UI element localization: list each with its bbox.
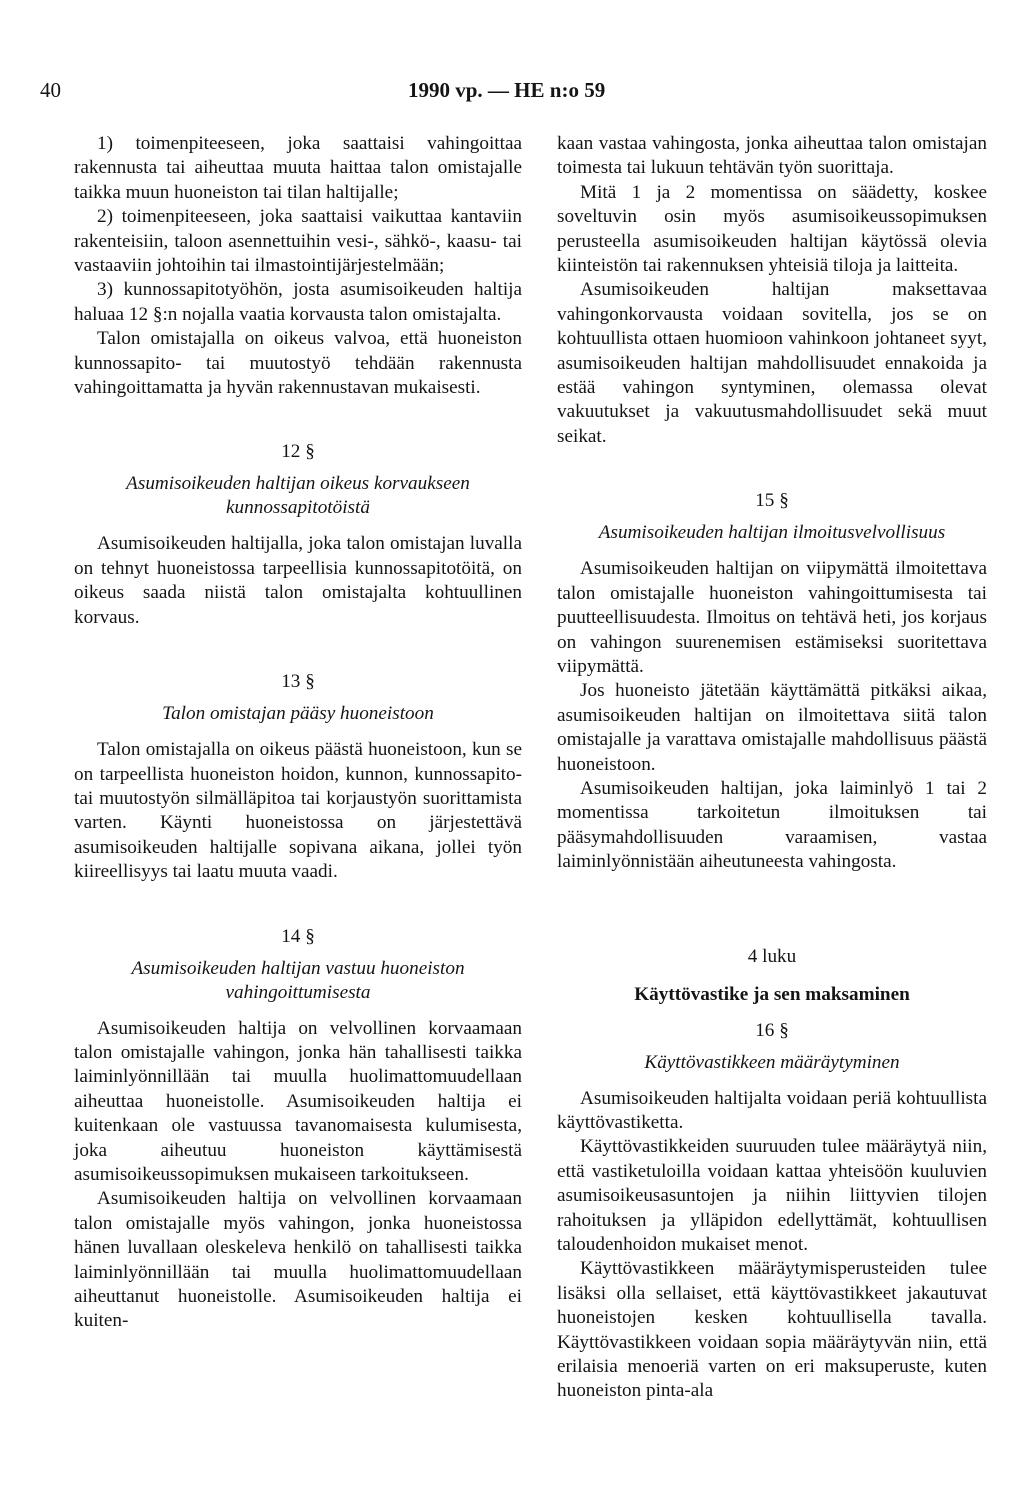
section-title-13: Talon omistajan pääsy huoneistoon: [162, 703, 434, 725]
paragraph: Asumisoikeuden haltijalla, joka talon omistajan luvalla on tehnyt huoneistossa tarpeellisia kunnossapitotöitä, on oikeus saada niistä talon omistajalta kohtuullinen korvaus.: [74, 533, 522, 628]
section-number-14: 14 §: [281, 925, 315, 947]
chapter-number: 4 luku: [747, 945, 797, 967]
running-header: 1990 vp. — HE n:o 59: [408, 78, 606, 102]
paragraph: Mitä 1 ja 2 momentissa on säädetty, koskee soveltuvin osin myös asumisoikeussopimuksen perusteella asumisoikeuden haltijan käytössä olevia kiinteistön tai rakennuksen yhteisiä tiloja ja laitteita.: [557, 181, 987, 277]
paragraph: Asumisoikeuden haltijalta voidaan periä kohtuullista käyttövastiketta.: [557, 1087, 987, 1133]
paragraph: Käyttövastikkeen määräytymisperusteiden tulee lisäksi olla sellaiset, että käyttövastikkeet jakautuvat huoneistojen kesken kohtuullisella tavalla. Käyttövastikkeen voidaan sopia määräytyvän niin, että erilaisia menoeriä varten on eri maksuperuste, kuten huoneiston pinta-ala: [557, 1258, 987, 1402]
section-number-16: 16 §: [755, 1019, 789, 1041]
paragraph: Talon omistajalla on oikeus valvoa, että huoneiston kunnossapito- tai muutostyö tehdään rakennusta vahingoittamatta ja hyvän rakennustavan mukaisesti.: [74, 328, 522, 399]
left-column: [74, 132, 522, 1334]
section-number-12: 12 §: [281, 441, 315, 463]
paragraph: kaan vastaa vahingosta, jonka aiheuttaa talon omistajan toimesta tai lukuun tehtävän työn suorittaja.: [557, 133, 987, 179]
paragraph: 3) kunnossapitotyöhön, josta asumisoikeuden haltija haluaa 12 §:n nojalla vaatia korvausta talon omistajalta.: [74, 279, 522, 325]
paragraph: Asumisoikeuden haltijan, joka laiminlyö 1 tai 2 momentissa tarkoitetun ilmoituksen tai pääsymahdollisuuden varaamisen, vastaa laiminlyönnistään aiheutuneesta vahingosta.: [557, 777, 987, 873]
paragraph: Talon omistajalla on oikeus päästä huoneistoon, kun se on tarpeellista huoneiston hoidon, kunnon, kunnossapito- tai muutostyön silmälläpitoa tai korjaustyön suorittamista varten. Käynti huoneistossa on järjestettävä asumisoikeuden haltijalle sopivana aikana, jollei työn kiireellisyys tai laatu muuta vaadi.: [74, 739, 522, 883]
paragraph: 2) toimenpiteeseen, joka saattaisi vaikuttaa kantaviin rakenteisiin, taloon asennettuihin vesi-, sähkö-, kaasu- tai vastaaviin johtoihin tai ilmastointijärjestelmään;: [74, 206, 522, 277]
paragraph: Jos huoneisto jätetään käyttämättä pitkäksi aikaa, asumisoikeuden haltijan on ilmoitettava siitä talon omistajalle ja varattava omistajalle mahdollisuus päästä huoneistoon.: [557, 680, 987, 775]
paragraph: Asumisoikeuden haltija on velvollinen korvaamaan talon omistajalle vahingon, jonka hän tahallisesti taikka laiminlyönnillään tai muulla huolimattomuudellaan aiheuttaa huoneistolle. Asumisoikeuden haltija ei kuitenkaan ole vastuussa tavanomaisesta kulumisesta, joka aiheutuu huoneiston käyttämisestä asumisoikeussopimuksen mukaiseen tarkoitukseen.: [74, 1017, 522, 1185]
section-title-12: Asumisoikeuden haltijan oikeus korvaukseen kunnossapitotöistä: [126, 473, 470, 519]
paragraph: Käyttövastikkeiden suuruuden tulee määräytyä niin, että vastiketuloilla voidaan kattaa yhteisöön kuuluvien asumisoikeusasuntojen ja niihin liittyvien tilojen rahoituksen ja ylläpidon edellyttämät, kohtuullisen taloudenhoidon mukaiset menot.: [557, 1136, 987, 1255]
section-number-15: 15 §: [755, 490, 789, 512]
paragraph: Asumisoikeuden haltijan on viipymättä ilmoitettava talon omistajalle huoneiston vahingoittumisesta tai puutteellisuudesta. Ilmoitus on tehtävä heti, jos korjaus on vahingon suurenemisen estämiseksi suoritettava viipymättä.: [557, 558, 987, 677]
paragraph: Asumisoikeuden haltijan maksettavaa vahingonkorvausta voidaan sovitella, jos se on kohtuullista ottaen huomioon vahinkoon johtaneet syyt, asumisoikeuden haltijan mahdollisuudet ennakoida ja estää vahingon syntyminen, olemassa olevat vakuutukset ja vakuutusmahdollisuudet sekä muut seikat.: [557, 279, 987, 447]
right-column: [557, 132, 987, 1404]
page-number: 40: [40, 78, 61, 102]
section-number-13: 13 §: [281, 671, 315, 693]
chapter-title: Käyttövastike ja sen maksaminen: [634, 983, 910, 1005]
paragraph: Asumisoikeuden haltija on velvollinen korvaamaan talon omistajalle myös vahingon, jonka huoneistossa hänen luvallaan oleskeleva henkilö on tahallisesti taikka laiminlyönnillään tai muulla huolimattomuudellaan aiheuttanut huoneistolle. Asumisoikeuden haltija ei kuiten-: [74, 1188, 522, 1332]
section-title-16: Käyttövastikkeen määräytyminen: [644, 1051, 900, 1073]
section-title-15: Asumisoikeuden haltijan ilmoitusvelvollisuus: [598, 522, 946, 544]
section-title-14: Asumisoikeuden haltijan vastuu huoneiston vahingoittumisesta: [131, 957, 465, 1003]
paragraph: 1) toimenpiteeseen, joka saattaisi vahingoittaa rakennusta tai aiheuttaa muuta haittaa talon omistajalle taikka muun huoneiston tai tilan haltijalle;: [74, 133, 522, 203]
